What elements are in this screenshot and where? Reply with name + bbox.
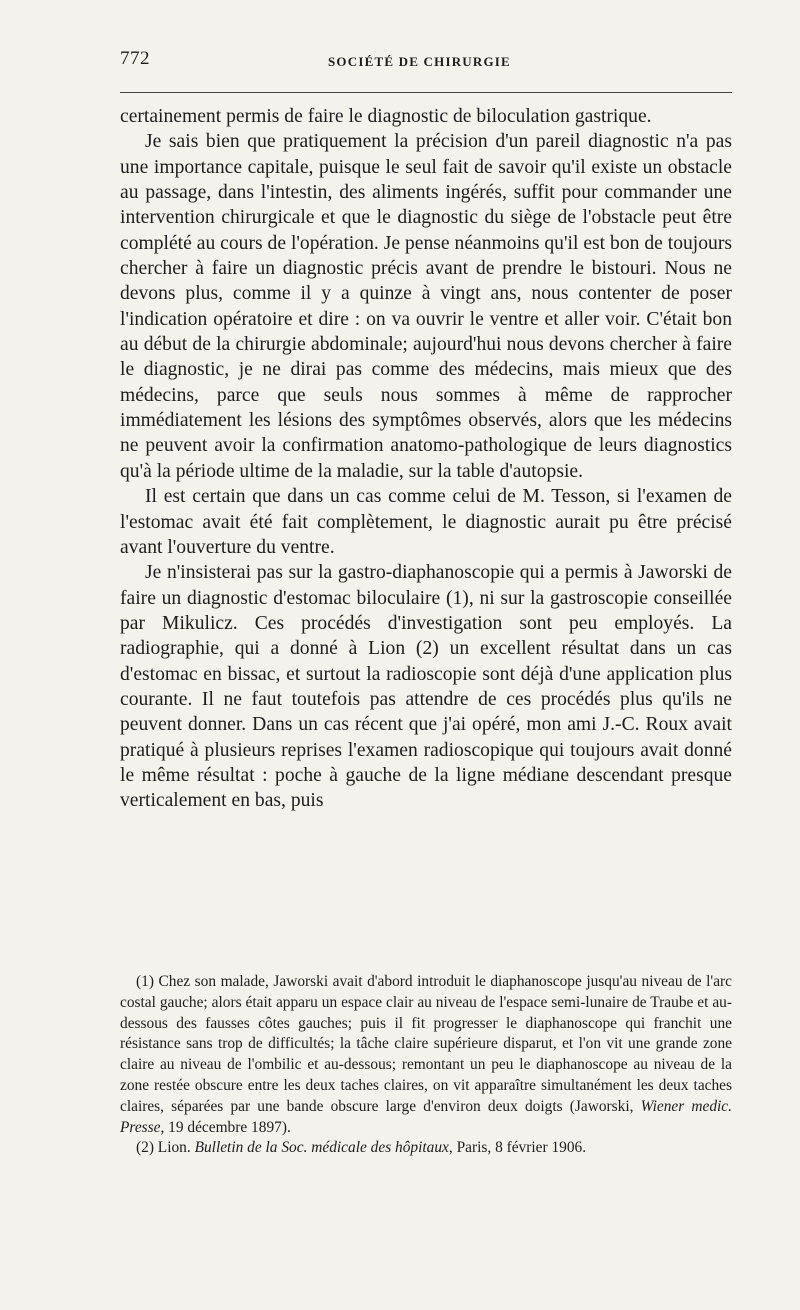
body-text — [120, 104, 732, 814]
page-header — [120, 48, 732, 74]
paragraph-2: Je sais bien que pratiquement la précision d'un pareil diagnostic n'a pas une importance capitale, puisque le seul fait de savoir qu'il existe un obstacle au passage, dans l'intestin, des aliments ingérés, suffit pour commander une intervention chirurgicale et que le diagnostic du siège de l'obstacle peut être complété au cours de l'opération. Je pense néanmoins qu'il est bon de toujours chercher à faire un diagnostic précis avant de prendre le bistouri. Nous ne devons plus, comme il y a quinze à vingt ans, nous contenter de poser l'indication opératoire et dire : on va ouvrir le ventre et aller voir. C'était bon au début de la chirurgie abdominale; aujourd'hui nous devons chercher à faire le diagnostic, je ne dirai pas comme des médecins, mais mieux que des médecins, parce que seuls nous sommes à même de rapprocher immédiatement les lésions des symptômes observés, alors que les médecins ne peuvent avoir la confirmation anatomo-pathologique de leurs diagnostics qu'à la période ultime de la maladie, sur la table d'autopsie. — [120, 131, 732, 482]
footnote-2 — [120, 1138, 732, 1159]
running-title: SOCIÉTÉ DE CHIRURGIE — [328, 54, 511, 69]
paragraph-3: Il est certain que dans un cas comme celui de M. Tesson, si l'examen de l'estomac avait été fait complètement, le diagnostic aurait pu être précisé avant l'ouverture du ventre. — [120, 486, 732, 558]
paragraph-1: certainement permis de faire le diagnostic de biloculation gastrique. — [120, 106, 652, 127]
footnote-2-prefix: (2) Lion. — [136, 1139, 191, 1157]
footnote-1-text: (1) Chez son malade, Jaworski avait d'abord introduit le diaphanoscope jusqu'au niveau de l'arc costal gauche; alors était apparu un espace clair au niveau de l'espace semi-lunaire de Traube et au-dessous des fausses côtes gauches; puis il fit progresser le diaphanoscope qui franchit une résistance sans trop de difficultés; la tâche claire supérieure disparut, et l'on vit une grande zone claire au niveau de l'ombilic et au-dessous; remontant un peu le diaphanoscope au niveau de la zone restée obscure entre les deux taches claires, on vit apparaître simultanément les deux taches claires, séparées par une bande obscure large d'environ deux doigts (Jaworski, — [120, 973, 732, 1115]
footnotes — [120, 972, 732, 1159]
footnote-1-date: , 19 décembre 1897). — [160, 1118, 291, 1136]
footnote-2-journal: Bulletin de la Soc. médicale des hôpitaux — [194, 1139, 449, 1157]
footnote-1-journal: Wiener medic. Presse — [120, 1097, 732, 1136]
header-rule — [120, 92, 732, 93]
footnote-2-date: , Paris, 8 février 1906. — [448, 1139, 587, 1157]
paragraph-4: Je n'insisterai pas sur la gastro-diaphanoscopie qui a permis à Jaworski de faire un diagnostic d'estomac biloculaire (1), ni sur la gastroscopie conseillée par Mikulicz. Ces procédés d'investigation sont peu employés. La radiographie, qui a donné à Lion (2) un excellent résultat dans un cas d'estomac en bissac, et surtout la radioscopie sont déjà d'une application plus courante. Il ne faut toutefois pas attendre de ces procédés plus qu'ils ne peuvent donner. Dans un cas récent que j'ai opéré, mon ami J.-C. Roux avait pratiqué à plusieurs reprises l'examen radioscopique qui toujours avait donné le même résultat : poche à gauche de la ligne médiane descendant presque verticalement en bas, puis — [120, 562, 732, 812]
page-number: 772 — [120, 48, 150, 69]
footnote-1 — [120, 972, 732, 1138]
